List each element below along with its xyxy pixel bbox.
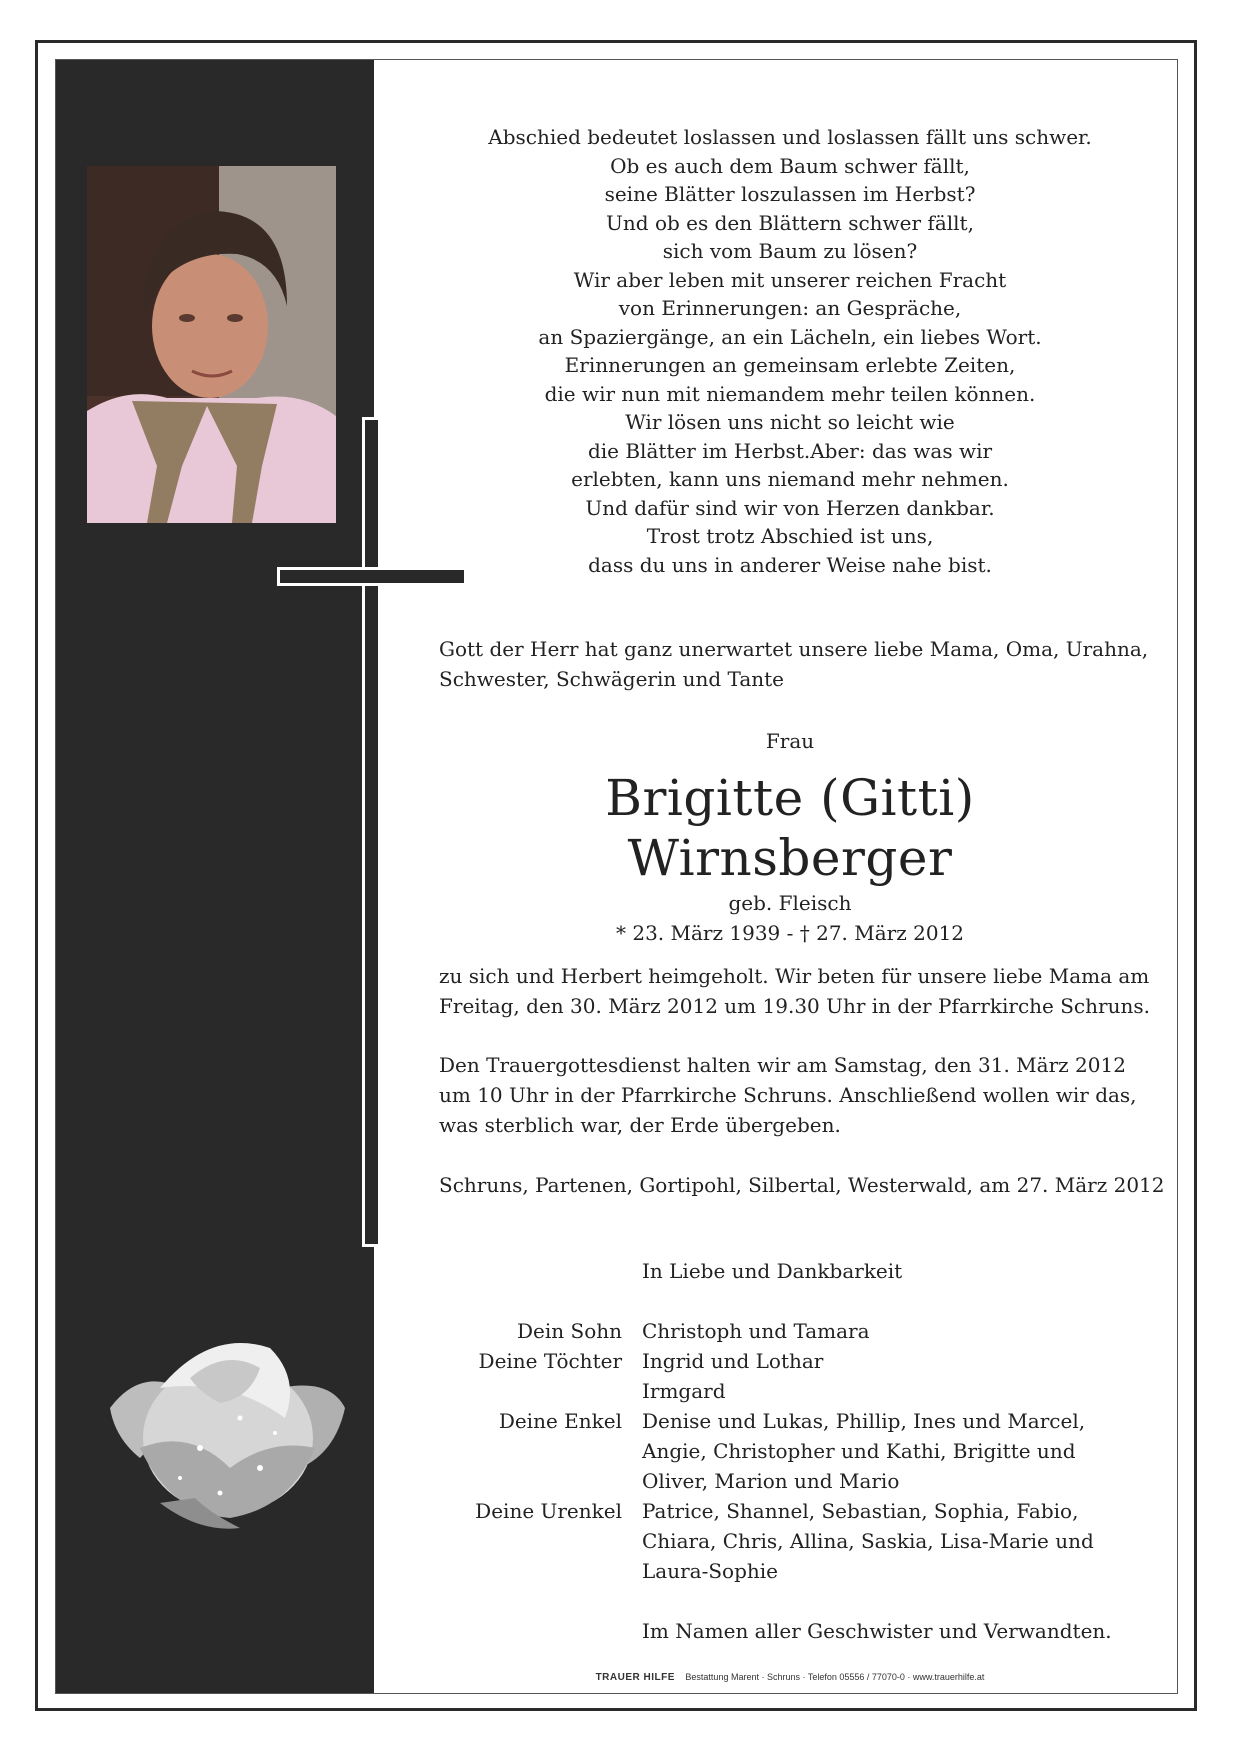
poem-line: Ob es auch dem Baum schwer fällt, (610, 153, 970, 178)
body-line: was sterblich war, der Erde übergeben. (439, 1113, 841, 1137)
poem-line: Wir lösen uns nicht so leicht wie (625, 410, 955, 434)
signer-label: Dein Sohn (516, 1319, 622, 1343)
poem (440, 123, 1140, 579)
intro-line: Schwester, Schwägerin und Tante (439, 667, 784, 691)
cross-horizontal-beam (277, 567, 464, 586)
footer-text: Bestattung Marent · Schruns · Telefon 05556 / 77070-0 · www.trauerhilfe.at (685, 1672, 985, 1682)
signers-block (440, 1256, 1160, 1646)
body-line: zu sich und Herbert heimgeholt. Wir beten für unsere liebe Mama am (439, 964, 1150, 988)
signer-line: Angie, Christopher und Kathi, Brigitte und (642, 1439, 1076, 1463)
poem-line: Und ob es den Blättern schwer fällt, (606, 210, 974, 235)
signers-closing: Im Namen aller Geschwister und Verwandten. (642, 1619, 1112, 1643)
rose-image (100, 1318, 350, 1533)
deceased-name: Brigitte (Gitti) Wirnsberger (605, 769, 975, 887)
signer-line: Ingrid und Lothar (642, 1349, 824, 1373)
signer-label: Deine Töchter (478, 1349, 622, 1373)
intro-line: Gott der Herr hat ganz unerwartet unsere liebe Mama, Oma, Urahna, (439, 637, 1149, 661)
signer-line: Denise und Lukas, Phillip, Ines und Marcel, (642, 1409, 1086, 1433)
portrait-photo (87, 166, 336, 523)
body-line: Den Trauergottesdienst halten wir am Samstag, den 31. März 2012 (439, 1053, 1126, 1077)
poem-line: Wir aber leben mit unserer reichen Fracht (573, 267, 1007, 292)
poem-line: dass du uns in anderer Weise nahe bist. (588, 552, 992, 577)
body-paragraph-2 (439, 1050, 1159, 1140)
poem-line: Erinnerungen an gemeinsam erlebte Zeiten, (564, 353, 1016, 377)
body-line: um 10 Uhr in der Pfarrkirche Schruns. Anschließend wollen wir das, (439, 1083, 1137, 1107)
cross-vertical-beam (362, 417, 381, 1247)
poem-line: von Erinnerungen: an Gespräche, (618, 296, 962, 320)
place-date (439, 1170, 1165, 1200)
poem-line: an Spaziergänge, an ein Lächeln, ein liebes Wort. (538, 324, 1042, 349)
body-line: Freitag, den 30. März 2012 um 19.30 Uhr in der Pfarrkirche Schruns. (439, 994, 1150, 1018)
signer-line: Chiara, Chris, Allina, Saskia, Lisa-Marie und (642, 1529, 1094, 1553)
deceased-block (440, 726, 1140, 948)
intro-paragraph (439, 634, 1159, 694)
signers-opening: In Liebe und Dankbarkeit (642, 1259, 903, 1283)
salutation: Frau (765, 729, 815, 753)
signer-line: Christoph und Tamara (642, 1319, 870, 1343)
poem-line: Und dafür sind wir von Herzen dankbar. (585, 495, 995, 520)
poem-line: Trost trotz Abschied ist uns, (646, 524, 934, 548)
maiden-name: geb. Fleisch (728, 891, 852, 915)
poem-line: Abschied bedeutet loslassen und loslassen fällt uns schwer. (488, 125, 1092, 149)
poem-line: die Blätter im Herbst.Aber: das was wir (587, 438, 993, 463)
life-dates: * 23. März 1939 - † 27. März 2012 (615, 921, 965, 945)
poem-line: sich vom Baum zu lösen? (662, 239, 918, 263)
signer-line: Irmgard (642, 1379, 726, 1403)
signer-label: Deine Enkel (498, 1409, 622, 1433)
signer-label: Deine Urenkel (475, 1499, 622, 1523)
signer-group (440, 1496, 1160, 1586)
footer (440, 1672, 1140, 1683)
footer-brand: TRAUER HILFE (595, 1672, 675, 1683)
poem-line: erlebten, kann uns niemand mehr nehmen. (571, 467, 1009, 491)
poem-line: seine Blätter loszulassen im Herbst? (604, 182, 976, 206)
place-date-text: Schruns, Partenen, Gortipohl, Silbertal, Westerwald, am 27. März 2012 (439, 1173, 1165, 1197)
signer-line: Laura-Sophie (642, 1559, 778, 1583)
signer-group (440, 1346, 1160, 1406)
poem-line: die wir nun mit niemandem mehr teilen können. (544, 381, 1036, 406)
signer-group (440, 1316, 1160, 1346)
signer-line: Patrice, Shannel, Sebastian, Sophia, Fabio, (642, 1499, 1079, 1523)
body-paragraph-1 (439, 961, 1159, 1021)
signer-group (440, 1406, 1160, 1496)
signer-line: Oliver, Marion und Mario (642, 1469, 900, 1493)
